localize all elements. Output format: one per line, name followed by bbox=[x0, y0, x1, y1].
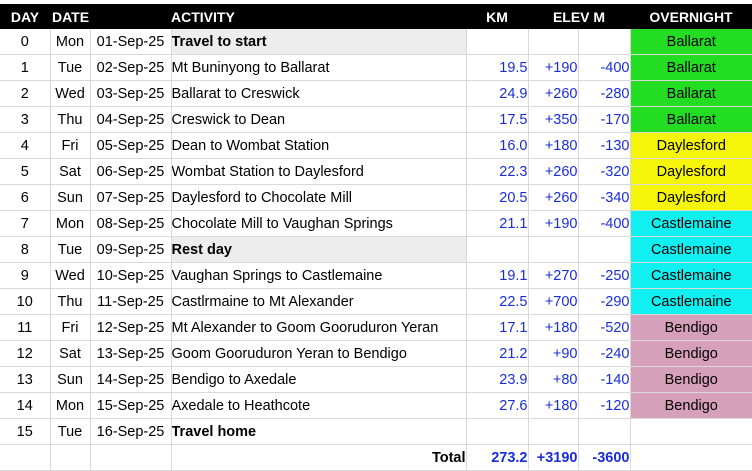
weekday-cell[interactable]: Fri bbox=[50, 315, 90, 341]
elevation-gain-cell[interactable]: +700 bbox=[528, 289, 578, 315]
activity-cell[interactable]: Ballarat to Creswick bbox=[171, 81, 466, 107]
date-cell[interactable]: 10-Sep-25 bbox=[90, 263, 171, 289]
elevation-gain-cell[interactable]: +260 bbox=[528, 81, 578, 107]
elevation-loss-cell[interactable]: -140 bbox=[578, 367, 630, 393]
overnight-cell[interactable]: Castlemaine bbox=[630, 237, 752, 263]
weekday-cell[interactable]: Tue bbox=[50, 419, 90, 445]
empty-cell[interactable] bbox=[0, 445, 50, 471]
km-cell[interactable]: 24.9 bbox=[466, 81, 528, 107]
elevation-gain-cell[interactable]: +80 bbox=[528, 367, 578, 393]
elevation-gain-cell[interactable]: +190 bbox=[528, 211, 578, 237]
date-cell[interactable]: 01-Sep-25 bbox=[90, 29, 171, 55]
overnight-cell[interactable] bbox=[630, 419, 752, 445]
activity-cell[interactable]: Wombat Station to Daylesford bbox=[171, 159, 466, 185]
activity-cell[interactable]: Bendigo to Axedale bbox=[171, 367, 466, 393]
overnight-cell[interactable]: Bendigo bbox=[630, 367, 752, 393]
km-cell[interactable]: 22.3 bbox=[466, 159, 528, 185]
day-cell[interactable]: 12 bbox=[0, 341, 50, 367]
date-cell[interactable]: 11-Sep-25 bbox=[90, 289, 171, 315]
weekday-cell[interactable]: Thu bbox=[50, 289, 90, 315]
empty-cell[interactable] bbox=[90, 445, 171, 471]
header-elevation[interactable]: ELEV M bbox=[528, 4, 630, 29]
activity-cell[interactable]: Travel to start bbox=[171, 29, 466, 55]
elevation-gain-cell[interactable]: +190 bbox=[528, 55, 578, 81]
elevation-gain-cell[interactable]: +180 bbox=[528, 133, 578, 159]
activity-cell[interactable]: Creswick to Dean bbox=[171, 107, 466, 133]
day-cell[interactable]: 1 bbox=[0, 55, 50, 81]
km-cell[interactable] bbox=[466, 29, 528, 55]
date-cell[interactable]: 06-Sep-25 bbox=[90, 159, 171, 185]
date-cell[interactable]: 09-Sep-25 bbox=[90, 237, 171, 263]
table-row[interactable] bbox=[0, 341, 752, 367]
table-row[interactable] bbox=[0, 107, 752, 133]
km-cell[interactable]: 20.5 bbox=[466, 185, 528, 211]
table-row[interactable] bbox=[0, 29, 752, 55]
km-cell[interactable]: 21.1 bbox=[466, 211, 528, 237]
day-cell[interactable]: 9 bbox=[0, 263, 50, 289]
overnight-cell[interactable]: Castlemaine bbox=[630, 263, 752, 289]
elevation-loss-cell[interactable] bbox=[578, 237, 630, 263]
day-cell[interactable]: 11 bbox=[0, 315, 50, 341]
overnight-cell[interactable]: Bendigo bbox=[630, 341, 752, 367]
itinerary-table bbox=[0, 4, 752, 471]
day-cell[interactable]: 4 bbox=[0, 133, 50, 159]
km-cell[interactable]: 23.9 bbox=[466, 367, 528, 393]
elevation-gain-cell[interactable] bbox=[528, 237, 578, 263]
km-cell[interactable]: 22.5 bbox=[466, 289, 528, 315]
km-cell[interactable]: 19.1 bbox=[466, 263, 528, 289]
km-cell[interactable]: 19.5 bbox=[466, 55, 528, 81]
header-date[interactable]: DATE bbox=[50, 4, 90, 29]
table-row[interactable] bbox=[0, 393, 752, 419]
overnight-cell[interactable]: Bendigo bbox=[630, 315, 752, 341]
overnight-cell[interactable]: Castlemaine bbox=[630, 211, 752, 237]
total-elevation-gain[interactable]: +3190 bbox=[528, 445, 578, 471]
date-cell[interactable]: 04-Sep-25 bbox=[90, 107, 171, 133]
total-km[interactable]: 273.2 bbox=[466, 445, 528, 471]
day-cell[interactable]: 6 bbox=[0, 185, 50, 211]
empty-cell[interactable] bbox=[50, 445, 90, 471]
total-elevation-loss[interactable]: -3600 bbox=[578, 445, 630, 471]
activity-cell[interactable]: Rest day bbox=[171, 237, 466, 263]
day-cell[interactable]: 8 bbox=[0, 237, 50, 263]
day-cell[interactable]: 0 bbox=[0, 29, 50, 55]
weekday-cell[interactable]: Sun bbox=[50, 185, 90, 211]
elevation-gain-cell[interactable] bbox=[528, 419, 578, 445]
activity-cell[interactable]: Travel home bbox=[171, 419, 466, 445]
km-cell[interactable]: 17.1 bbox=[466, 315, 528, 341]
activity-cell[interactable]: Mt Buninyong to Ballarat bbox=[171, 55, 466, 81]
elevation-gain-cell[interactable]: +180 bbox=[528, 315, 578, 341]
elevation-loss-cell[interactable]: -240 bbox=[578, 341, 630, 367]
activity-cell[interactable]: Dean to Wombat Station bbox=[171, 133, 466, 159]
elevation-gain-cell[interactable]: +270 bbox=[528, 263, 578, 289]
elevation-loss-cell[interactable]: -340 bbox=[578, 185, 630, 211]
day-cell[interactable]: 13 bbox=[0, 367, 50, 393]
km-cell[interactable] bbox=[466, 419, 528, 445]
weekday-cell[interactable]: Thu bbox=[50, 107, 90, 133]
table-row[interactable] bbox=[0, 159, 752, 185]
table-row[interactable] bbox=[0, 211, 752, 237]
overnight-cell[interactable]: Daylesford bbox=[630, 185, 752, 211]
date-cell[interactable]: 14-Sep-25 bbox=[90, 367, 171, 393]
elevation-loss-cell[interactable]: -400 bbox=[578, 211, 630, 237]
activity-cell[interactable]: Axedale to Heathcote bbox=[171, 393, 466, 419]
weekday-cell[interactable]: Wed bbox=[50, 263, 90, 289]
elevation-loss-cell[interactable]: -320 bbox=[578, 159, 630, 185]
overnight-cell[interactable]: Ballarat bbox=[630, 81, 752, 107]
date-cell[interactable]: 16-Sep-25 bbox=[90, 419, 171, 445]
day-cell[interactable]: 2 bbox=[0, 81, 50, 107]
header-km[interactable]: KM bbox=[466, 4, 528, 29]
activity-cell[interactable]: Mt Alexander to Goom Gooruduron Yeran bbox=[171, 315, 466, 341]
table-row[interactable] bbox=[0, 419, 752, 445]
header-activity[interactable]: ACTIVITY bbox=[171, 4, 466, 29]
date-cell[interactable]: 15-Sep-25 bbox=[90, 393, 171, 419]
overnight-cell[interactable]: Ballarat bbox=[630, 107, 752, 133]
elevation-gain-cell[interactable]: +350 bbox=[528, 107, 578, 133]
elevation-loss-cell[interactable]: -290 bbox=[578, 289, 630, 315]
km-cell[interactable] bbox=[466, 237, 528, 263]
elevation-gain-cell[interactable]: +90 bbox=[528, 341, 578, 367]
overnight-cell[interactable]: Bendigo bbox=[630, 393, 752, 419]
date-cell[interactable]: 07-Sep-25 bbox=[90, 185, 171, 211]
elevation-loss-cell[interactable] bbox=[578, 29, 630, 55]
overnight-cell[interactable]: Ballarat bbox=[630, 55, 752, 81]
elevation-loss-cell[interactable]: -520 bbox=[578, 315, 630, 341]
elevation-loss-cell[interactable]: -120 bbox=[578, 393, 630, 419]
table-row[interactable] bbox=[0, 81, 752, 107]
overnight-cell[interactable]: Ballarat bbox=[630, 29, 752, 55]
date-cell[interactable]: 03-Sep-25 bbox=[90, 81, 171, 107]
overnight-cell[interactable]: Daylesford bbox=[630, 159, 752, 185]
table-row[interactable] bbox=[0, 367, 752, 393]
km-cell[interactable]: 27.6 bbox=[466, 393, 528, 419]
elevation-loss-cell[interactable] bbox=[578, 419, 630, 445]
total-row[interactable] bbox=[0, 445, 752, 471]
activity-cell[interactable]: Daylesford to Chocolate Mill bbox=[171, 185, 466, 211]
header-day[interactable]: DAY bbox=[0, 4, 50, 29]
table-row[interactable] bbox=[0, 289, 752, 315]
empty-cell[interactable] bbox=[630, 445, 752, 471]
table-row[interactable] bbox=[0, 185, 752, 211]
date-cell[interactable]: 02-Sep-25 bbox=[90, 55, 171, 81]
table-row[interactable] bbox=[0, 315, 752, 341]
header-row bbox=[0, 4, 752, 29]
elevation-gain-cell[interactable] bbox=[528, 29, 578, 55]
overnight-cell[interactable]: Daylesford bbox=[630, 133, 752, 159]
day-cell[interactable]: 5 bbox=[0, 159, 50, 185]
weekday-cell[interactable]: Sat bbox=[50, 341, 90, 367]
elevation-loss-cell[interactable]: -280 bbox=[578, 81, 630, 107]
table-row[interactable] bbox=[0, 237, 752, 263]
overnight-cell[interactable]: Castlemaine bbox=[630, 289, 752, 315]
date-cell[interactable]: 13-Sep-25 bbox=[90, 341, 171, 367]
km-cell[interactable]: 17.5 bbox=[466, 107, 528, 133]
day-cell[interactable]: 3 bbox=[0, 107, 50, 133]
activity-cell[interactable]: Vaughan Springs to Castlemaine bbox=[171, 263, 466, 289]
elevation-loss-cell[interactable]: -130 bbox=[578, 133, 630, 159]
date-cell[interactable]: 12-Sep-25 bbox=[90, 315, 171, 341]
day-cell[interactable]: 7 bbox=[0, 211, 50, 237]
table-row[interactable] bbox=[0, 263, 752, 289]
header-overnight[interactable]: OVERNIGHT bbox=[630, 4, 752, 29]
weekday-cell[interactable]: Mon bbox=[50, 29, 90, 55]
km-cell[interactable]: 21.2 bbox=[466, 341, 528, 367]
date-cell[interactable]: 08-Sep-25 bbox=[90, 211, 171, 237]
elevation-loss-cell[interactable]: -170 bbox=[578, 107, 630, 133]
weekday-cell[interactable]: Mon bbox=[50, 393, 90, 419]
activity-cell[interactable]: Chocolate Mill to Vaughan Springs bbox=[171, 211, 466, 237]
weekday-cell[interactable]: Wed bbox=[50, 81, 90, 107]
km-cell[interactable]: 16.0 bbox=[466, 133, 528, 159]
elevation-gain-cell[interactable]: +260 bbox=[528, 159, 578, 185]
elevation-loss-cell[interactable]: -400 bbox=[578, 55, 630, 81]
weekday-cell[interactable]: Tue bbox=[50, 237, 90, 263]
day-cell[interactable]: 10 bbox=[0, 289, 50, 315]
elevation-gain-cell[interactable]: +260 bbox=[528, 185, 578, 211]
weekday-cell[interactable]: Mon bbox=[50, 211, 90, 237]
table-row[interactable] bbox=[0, 55, 752, 81]
activity-cell[interactable]: Goom Gooruduron Yeran to Bendigo bbox=[171, 341, 466, 367]
activity-cell[interactable]: Castlrmaine to Mt Alexander bbox=[171, 289, 466, 315]
day-cell[interactable]: 14 bbox=[0, 393, 50, 419]
day-cell[interactable]: 15 bbox=[0, 419, 50, 445]
table-row[interactable] bbox=[0, 133, 752, 159]
elevation-gain-cell[interactable]: +180 bbox=[528, 393, 578, 419]
weekday-cell[interactable]: Sat bbox=[50, 159, 90, 185]
weekday-cell[interactable]: Fri bbox=[50, 133, 90, 159]
weekday-cell[interactable]: Sun bbox=[50, 367, 90, 393]
total-label[interactable]: Total bbox=[171, 445, 466, 471]
date-cell[interactable]: 05-Sep-25 bbox=[90, 133, 171, 159]
elevation-loss-cell[interactable]: -250 bbox=[578, 263, 630, 289]
weekday-cell[interactable]: Tue bbox=[50, 55, 90, 81]
